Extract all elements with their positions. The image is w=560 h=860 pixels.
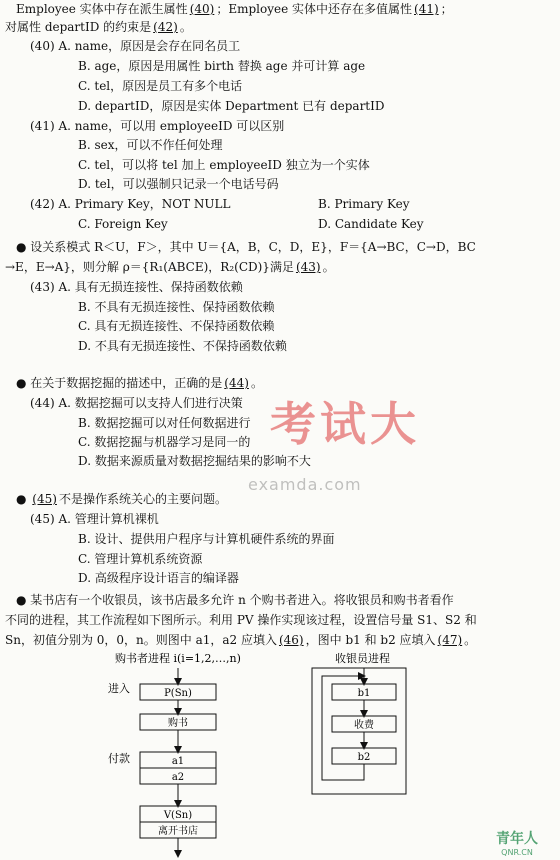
text-segment: C. tel，原因是员工有多个电话 — [78, 79, 243, 93]
text-segment: B. Primary Key — [318, 197, 410, 211]
text-line — [78, 318, 274, 334]
text-line — [78, 58, 365, 74]
text-line — [30, 395, 243, 411]
text-segment: Employee 实体中存在派生属性 — [16, 2, 188, 16]
a1-text: a1 — [171, 756, 185, 767]
text-line — [16, 375, 263, 391]
text-line — [78, 338, 287, 354]
leave-text: 离开书店 — [158, 826, 198, 837]
text-segment: 。 — [322, 260, 335, 274]
answer-blank: (47) — [437, 633, 463, 647]
text-segment: ； — [440, 2, 453, 16]
text-segment: 不是操作系统关心的主要问题。 — [58, 492, 227, 506]
b1-text: b1 — [357, 688, 371, 699]
text-segment: ● — [16, 492, 31, 506]
text-segment: C. tel，可以将 tel 加上 employeeID 独立为一个实体 — [78, 158, 370, 172]
text-segment: ；Employee 实体中还存在多值属性 — [216, 2, 413, 16]
text-line — [78, 570, 239, 586]
text-line — [78, 453, 311, 469]
text-segment: D. 数据来源质量对数据挖掘结果的影响不大 — [78, 454, 311, 468]
text-line — [16, 491, 227, 507]
text-segment: B. 设计、提供用户程序与计算机硬件系统的界面 — [78, 532, 335, 546]
watermark-logo: 考试大 — [270, 397, 420, 451]
text-line — [5, 259, 335, 275]
text-segment: 。 — [250, 376, 263, 390]
text-segment: (43) A. 具有无损连接性、保持函数依赖 — [30, 280, 243, 294]
text-segment: B. age，原因是用属性 birth 替换 age 并可计算 age — [78, 59, 366, 73]
text-line — [16, 1, 453, 17]
text-segment: →E，E→A}，则分解 ρ＝{R₁(ABCE)，R₂(CD)}满足 — [5, 260, 294, 274]
text-segment: Sn，初值分别为 0，0，n。则图中 a1，a2 应填入 — [5, 633, 277, 647]
text-line — [30, 196, 231, 212]
answer-blank: (43) — [295, 260, 321, 274]
text-line — [78, 78, 242, 94]
text-segment: ● 在关于数据挖掘的描述中，正确的是 — [16, 376, 223, 390]
text-segment: B. sex，可以不作任何处理 — [78, 138, 223, 152]
text-segment: C. Foreign Key — [78, 217, 168, 231]
text-segment: ，图中 b1 和 b2 应填入 — [305, 633, 436, 647]
text-line — [78, 299, 274, 315]
cash-text: 收费 — [354, 720, 374, 731]
answer-blank: (45) — [32, 492, 57, 506]
text-segment: (44) A. 数据挖掘可以支持人们进行决策 — [30, 396, 243, 410]
answer-blank: (44) — [224, 376, 249, 390]
b2-text: b2 — [357, 752, 371, 763]
text-line — [78, 98, 385, 114]
text-segment: ● 某书店有一个收银员，该书店最多允许 n 个购书者进入。将收银员和购书者看作 — [16, 593, 454, 607]
text-line — [16, 239, 476, 255]
text-line — [78, 216, 168, 232]
answer-blank: (46) — [278, 633, 304, 647]
answer-blank: (40) — [189, 2, 215, 16]
text-segment: B. 数据挖掘可以对任何数据进行 — [78, 416, 251, 430]
text-segment: 。 — [179, 20, 192, 34]
pay-label: 付款 — [108, 752, 130, 765]
text-line — [30, 118, 284, 134]
buy-book-text: 购书 — [168, 718, 188, 729]
p-sn-text: P(Sn) — [164, 688, 192, 699]
buyer-process-title: 购书者进程 i(i=1,2,…,n) — [115, 652, 241, 665]
text-segment: 不同的进程，其工作流程如下图所示。利用 PV 操作实现该过程，设置信号量 S1、S2 和 — [5, 613, 477, 627]
text-line — [30, 38, 240, 54]
text-line — [5, 19, 192, 35]
text-line — [78, 531, 334, 547]
text-line — [30, 279, 243, 295]
cashier-frame — [312, 668, 406, 794]
text-line — [30, 511, 159, 527]
text-segment: 。 — [464, 633, 477, 647]
text-line — [16, 592, 454, 608]
text-segment: (45) A. 管理计算机裸机 — [30, 512, 159, 526]
text-line — [78, 415, 250, 431]
a2-text: a2 — [171, 772, 185, 783]
text-line — [78, 137, 222, 153]
text-segment: C. 管理计算机系统资源 — [78, 552, 203, 566]
text-segment: C. 具有无损连接性、不保持函数依赖 — [78, 319, 275, 333]
text-line — [318, 216, 424, 232]
text-segment: D. 不具有无损连接性、不保持函数依赖 — [78, 339, 287, 353]
text-segment: 对属性 departID 的约束是 — [5, 20, 152, 34]
answer-blank: (42) — [153, 20, 178, 34]
text-line — [78, 434, 250, 450]
text-line — [5, 612, 477, 628]
v-sn-text: V(Sn) — [163, 810, 193, 821]
text-segment: D. departID，原因是实体 Department 已有 departID — [78, 99, 385, 113]
text-segment: (42) A. Primary Key，NOT NULL — [30, 197, 231, 211]
corner-watermark-bottom: QNR.CN — [501, 848, 533, 857]
enter-label: 进入 — [108, 682, 130, 695]
text-segment: D. tel，可以强制只记录一个电话号码 — [78, 177, 279, 191]
text-segment: (40) A. name，原因是会存在同名员工 — [30, 39, 241, 53]
watermark-url: examda.com — [248, 475, 362, 494]
text-line — [78, 176, 279, 192]
text-line — [78, 157, 370, 173]
text-line — [318, 196, 409, 212]
text-segment: (41) A. name，可以用 employeeID 可以区别 — [30, 119, 285, 133]
cashier-process-title: 收银员进程 — [335, 652, 390, 665]
text-line — [78, 551, 202, 567]
text-segment: ● 设关系模式 R＜U，F＞，其中 U＝{A，B，C，D，E}，F＝{A→BC，C→D，BC — [16, 240, 476, 254]
corner-watermark-top: 青年人 — [496, 831, 538, 847]
text-segment: B. 不具有无损连接性、保持函数依赖 — [78, 300, 275, 314]
flowchart — [0, 640, 560, 860]
answer-blank: (41) — [414, 2, 439, 16]
text-segment: D. 高级程序设计语言的编译器 — [78, 571, 239, 585]
text-segment: D. Candidate Key — [318, 217, 424, 231]
text-segment: C. 数据挖掘与机器学习是同一的 — [78, 435, 251, 449]
